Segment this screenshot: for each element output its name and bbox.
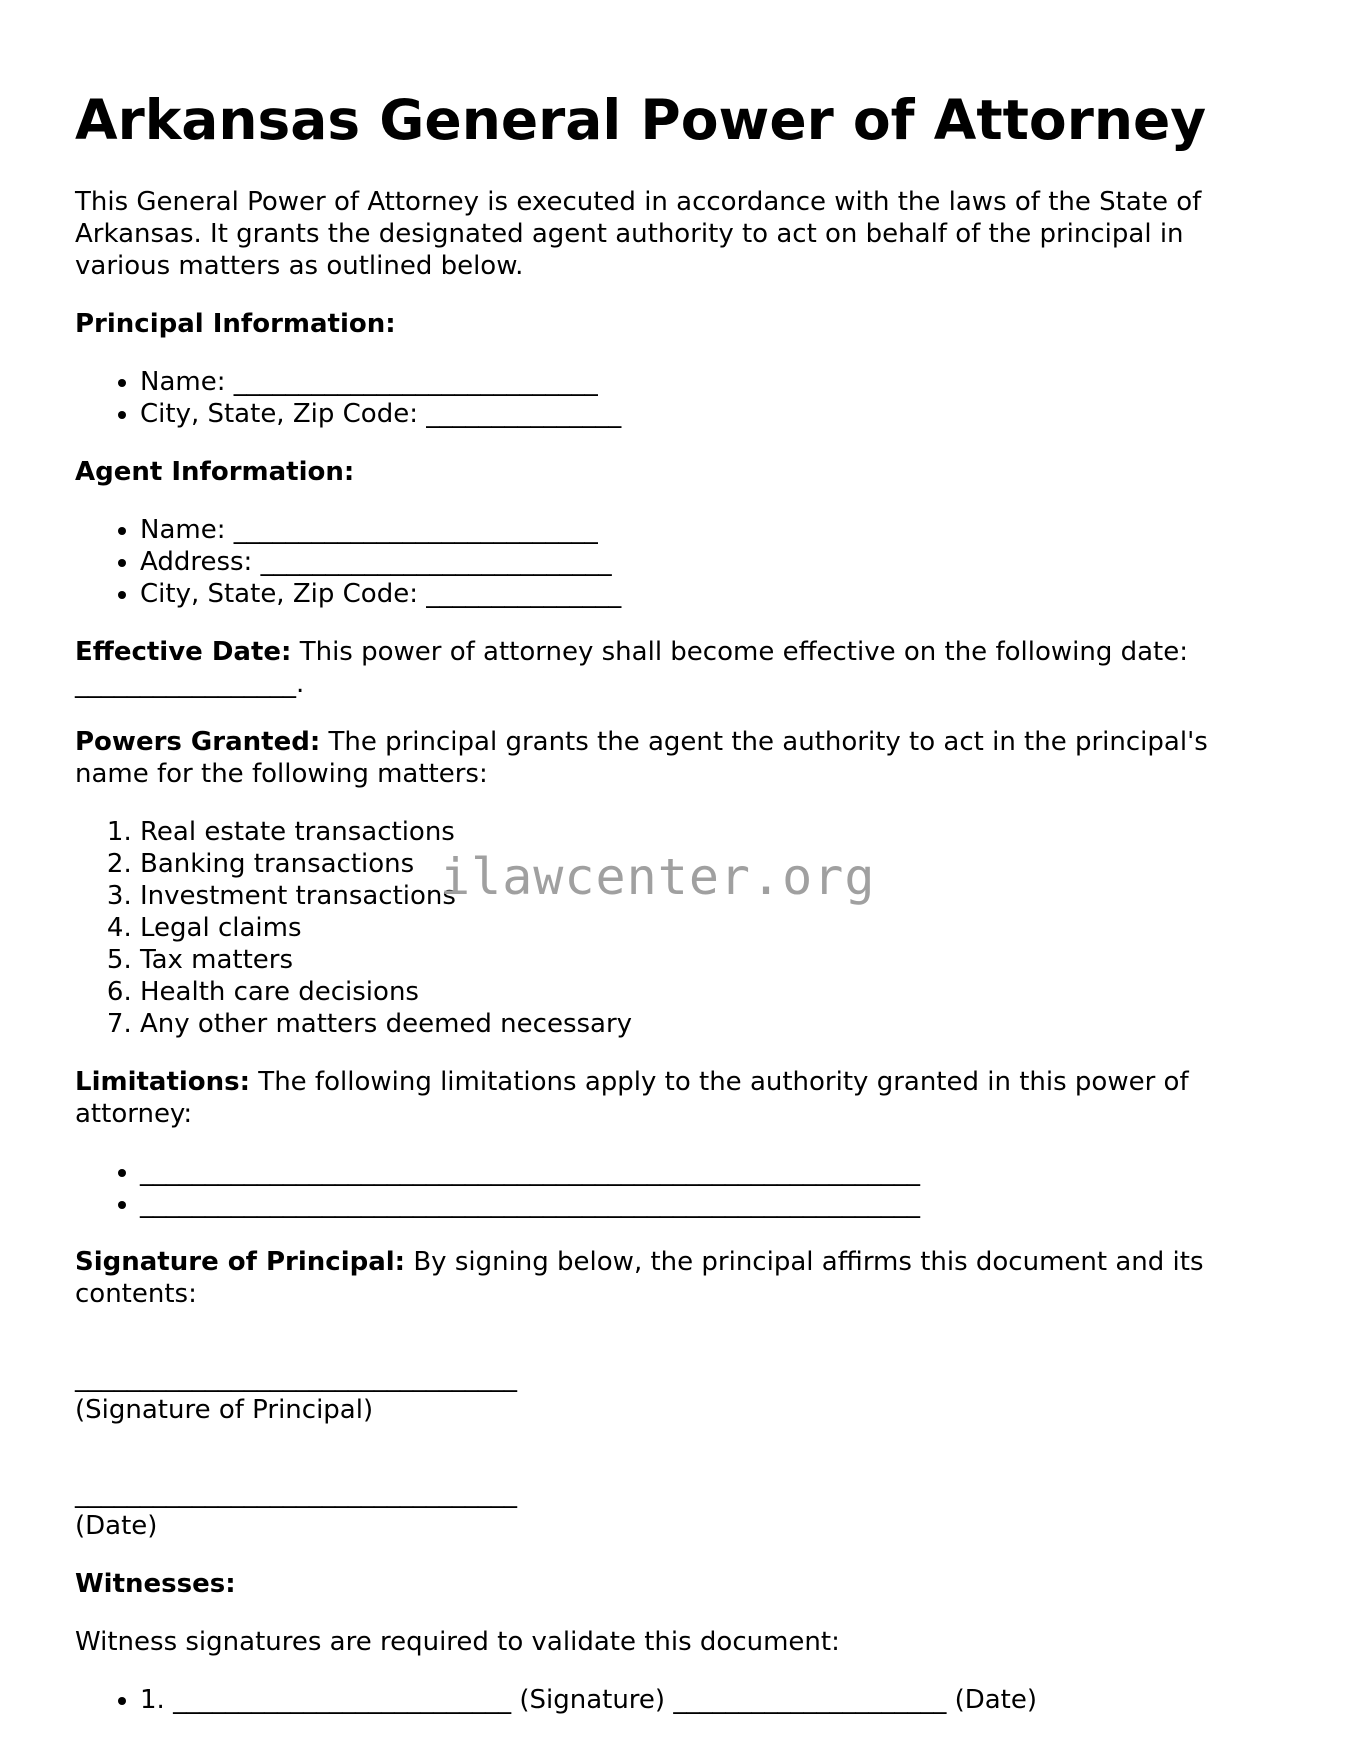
power-item: 1. Real estate transactions bbox=[140, 816, 1275, 848]
agent-address-field: • Address: ___________________________ bbox=[140, 546, 1275, 578]
document-title: Arkansas General Power of Attorney bbox=[75, 88, 1207, 152]
principal-date-block bbox=[75, 1478, 1275, 1542]
signature-label: Signature of Principal: bbox=[75, 1247, 406, 1277]
limitation-line: • ____________________________________________________________ bbox=[140, 1156, 1275, 1188]
power-item: 6. Health care decisions bbox=[140, 976, 1275, 1008]
powers-paragraph bbox=[75, 726, 1275, 790]
power-item: 4. Legal claims bbox=[140, 912, 1275, 944]
powers-label: Powers Granted: bbox=[75, 727, 321, 757]
effective-date-paragraph bbox=[75, 636, 1275, 700]
limitations-label: Limitations: bbox=[75, 1067, 251, 1097]
witnesses-list bbox=[75, 1684, 1275, 1716]
witness-line: • 1. __________________________ (Signature) _____________________ (Date) bbox=[140, 1684, 1275, 1716]
limitations-list bbox=[75, 1156, 1275, 1220]
principal-date-line: __________________________________ bbox=[75, 1479, 517, 1509]
agent-name-field: • Name: ____________________________ bbox=[140, 514, 1275, 546]
principal-date-caption: (Date) bbox=[75, 1511, 158, 1541]
watermark: ilawcenter.org bbox=[440, 848, 876, 906]
document-page bbox=[75, 88, 1275, 1742]
limitations-paragraph bbox=[75, 1066, 1275, 1130]
agent-city-field: • City, State, Zip Code: _______________ bbox=[140, 578, 1275, 610]
power-item: 5. Tax matters bbox=[140, 944, 1275, 976]
effective-date-label: Effective Date: bbox=[75, 637, 292, 667]
principal-city-field: • City, State, Zip Code: _______________ bbox=[140, 398, 1275, 430]
witnesses-text: Witness signatures are required to validate this document: bbox=[75, 1627, 840, 1657]
agent-fields bbox=[75, 514, 1275, 610]
principal-name-field: • Name: ____________________________ bbox=[140, 366, 1275, 398]
principal-heading: Principal Information: bbox=[75, 309, 396, 339]
limitation-line: • ____________________________________________________________ bbox=[140, 1188, 1275, 1220]
principal-signature-block bbox=[75, 1362, 1275, 1426]
power-item: 7. Any other matters deemed necessary bbox=[140, 1008, 1275, 1040]
principal-signature-line: __________________________________ bbox=[75, 1363, 517, 1393]
witnesses-heading: Witnesses: bbox=[75, 1569, 236, 1599]
principal-signature-caption: (Signature of Principal) bbox=[75, 1395, 374, 1425]
principal-fields bbox=[75, 366, 1275, 430]
intro-paragraph: This General Power of Attorney is executed in accordance with the laws of the State of Arkansas. It grants the designated agent authority to act on behalf of the principal in various matters as outlined below. bbox=[75, 187, 1202, 281]
signature-text: By signing below, the principal affirms this document and its contents: bbox=[75, 1247, 1204, 1309]
powers-text: The principal grants the agent the authority to act in the principal's name for the following matters: bbox=[75, 727, 1208, 789]
agent-heading: Agent Information: bbox=[75, 457, 355, 487]
power-item: 3. Investment transactions bbox=[140, 880, 1275, 912]
limitations-text: The following limitations apply to the authority granted in this power of attorney: bbox=[75, 1067, 1189, 1129]
power-item: 2. Banking transactions bbox=[140, 848, 1275, 880]
effective-date-text: This power of attorney shall become effective on the following date: _________________. bbox=[75, 637, 1188, 699]
signature-paragraph bbox=[75, 1246, 1275, 1310]
